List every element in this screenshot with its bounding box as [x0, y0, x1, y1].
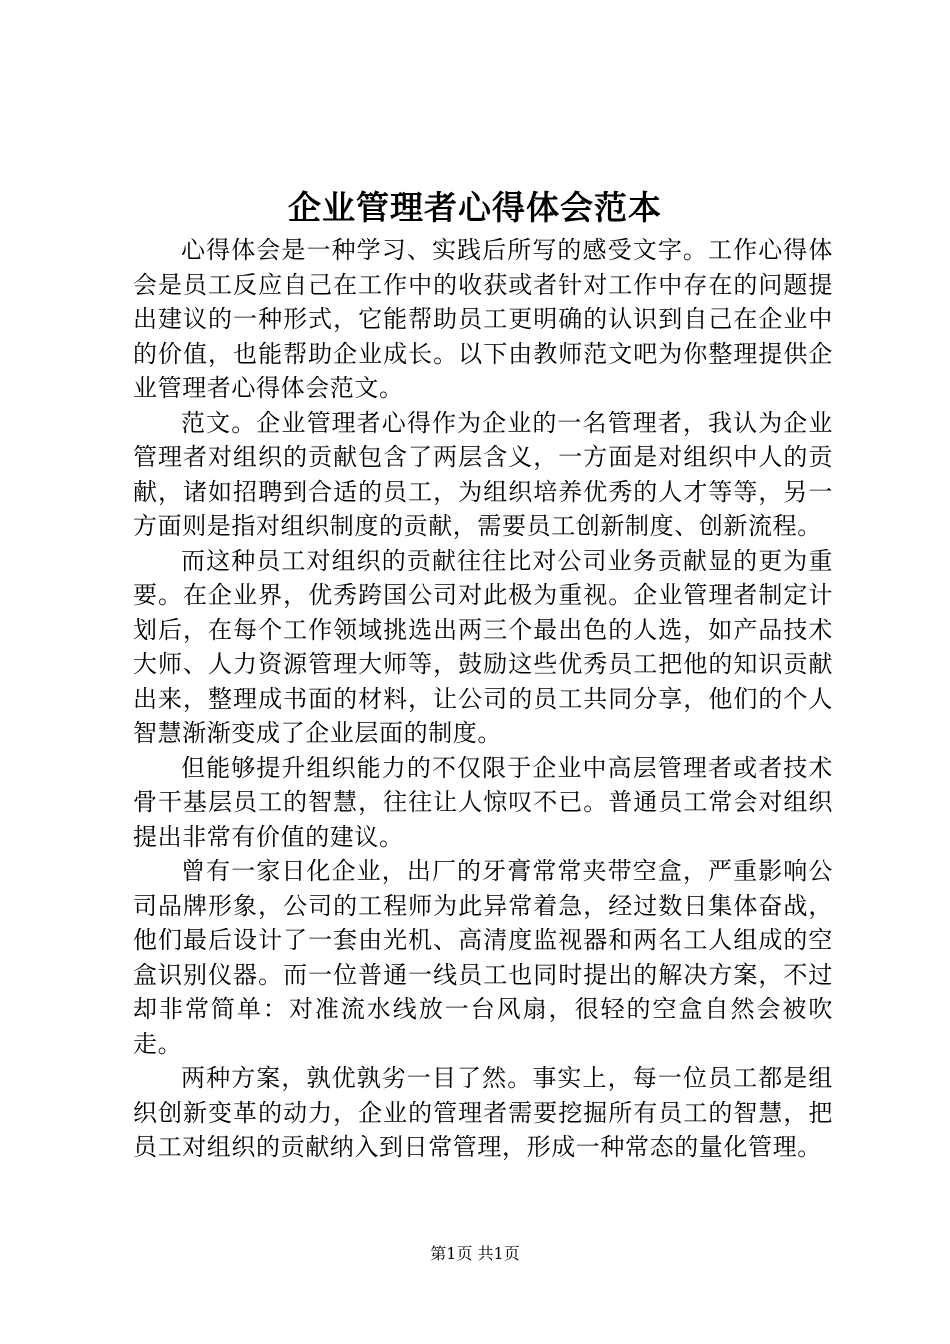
page-number-footer: 第1页 共1页: [430, 1244, 520, 1263]
document-body: [133, 233, 833, 1165]
paragraph-6: 两种方案，孰优孰劣一目了然。事实上，每一位员工都是组织创新变革的动力，企业的管理者需要挖掘所有员工的智慧，把员工对组织的贡献纳入到日常管理，形成一种常态的量化管理。: [133, 1064, 833, 1161]
paragraph-2: 范文。企业管理者心得作为企业的一名管理者，我认为企业管理者对组织的贡献包含了两层含义，一方面是对组织中人的贡献，诸如招聘到合适的员工，为组织培养优秀的人才等等，另一方面则是指对组织制度的贡献，需要员工创新制度、创新流程。: [133, 408, 833, 540]
paragraph-4: 但能够提升组织能力的不仅限于企业中高层管理者或者技术骨干基层员工的智慧，往往让人惊叹不已。普通员工常会对组织提出非常有价值的建议。: [133, 753, 833, 851]
paragraph-5: 曾有一家日化企业，出厂的牙膏常常夹带空盒，严重影响公司品牌形象，公司的工程师为此异常着急，经过数日集体奋战，他们最后设计了一套由光机、高清度监视器和两名工人组成的空盒识别仪器。而一位普通一线员工也同时提出的解决方案，不过却非常简单：对准流水线放一台风扇，很轻的空盒自然会被吹走。: [133, 857, 833, 1058]
paragraph-3: 而这种员工对组织的贡献往往比对公司业务贡献显的更为重要。在企业界，优秀跨国公司对此极为重视。企业管理者制定计划后，在每个工作领域挑选出两三个最出色的人选，如产品技术大师、人力资源管理大师等，鼓励这些优秀员工把他的知识贡献出来，整理成书面的材料，让公司的员工共同分享，他们的个人智慧渐渐变成了企业层面的制度。: [133, 546, 833, 747]
paragraph-1: 心得体会是一种学习、实践后所写的感受文字。工作心得体会是员工反应自己在工作中的收获或者针对工作中存在的问题提出建议的一种形式，它能帮助员工更明确的认识到自己在企业中的价值，也能帮助企业成长。以下由教师范文吧为你整理提供企业管理者心得体会范文。: [133, 236, 833, 402]
document-title: 企业管理者心得体会范本: [288, 188, 662, 227]
